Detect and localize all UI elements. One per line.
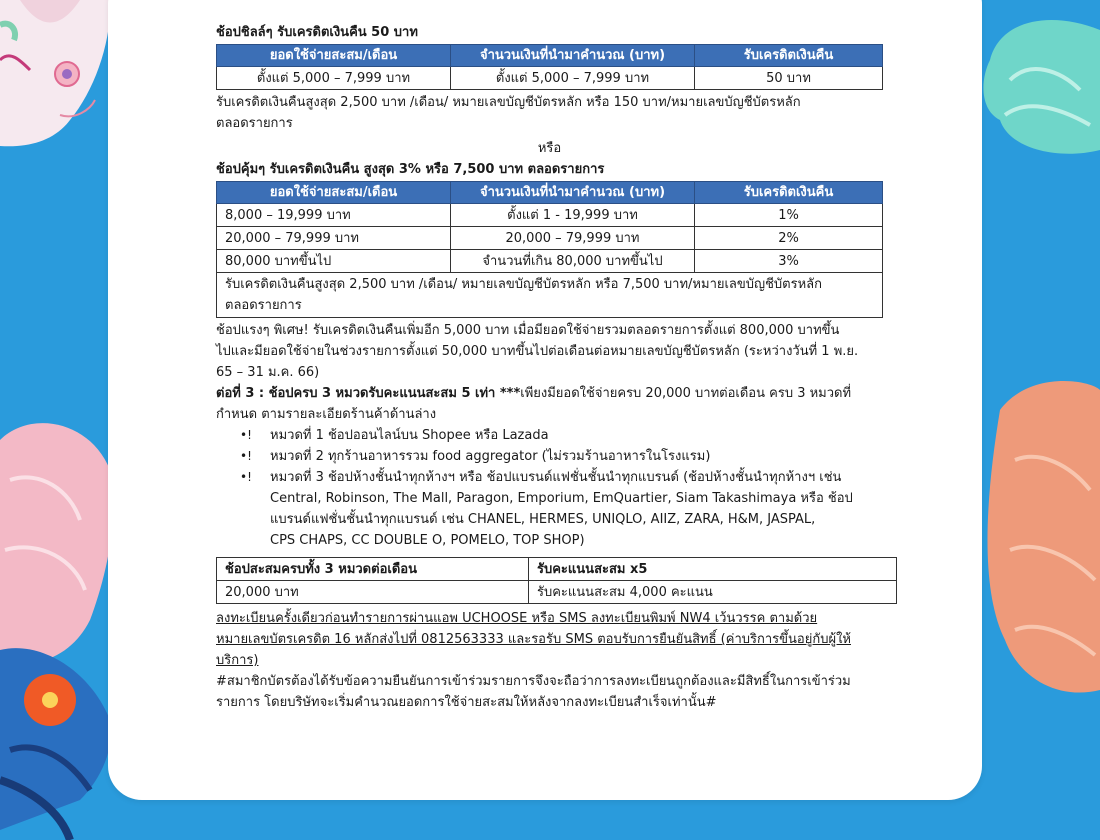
list-item: [240, 446, 896, 467]
table-header: จำนวนเงินที่นำมาคำนวณ (บาท): [451, 182, 695, 204]
section3-line: กำหนด ตามรายละเอียดร้านค้าด้านล่าง: [216, 407, 437, 422]
section1-note: รับเครดิตเงินคืนสูงสุด 2,500 บาท /เดือน/ หมายเลขบัญชีบัตรหลัก หรือ 150 บาท/หมายเลขบัญชีบัตรหลัก: [216, 95, 801, 110]
table-header: ยอดใช้จ่ายสะสม/เดือน: [217, 45, 451, 67]
table-header: รับเครดิตเงินคืน: [695, 45, 883, 67]
list-item: [240, 467, 896, 551]
category-list: [216, 425, 896, 551]
table-cell: รับคะแนนสะสม x5: [529, 558, 897, 581]
category-text: Central, Robinson, The Mall, Paragon, Emporium, EmQuartier, Siam Takashimaya หรือ ช้อป: [270, 491, 853, 506]
table-cell: 80,000 บาทขึ้นไป: [217, 250, 451, 273]
special-line: ช้อปแรงๆ พิเศษ! รับเครดิตเงินคืนเพิ่มอีก 5,000 บาท เมื่อมียอดใช้จ่ายรวมตลอดรายการตั้งแต่ 800,000 บาทขึ้น: [216, 323, 840, 338]
footer-note: #สมาชิกบัตรต้องได้รับข้อความยืนยันการเข้าร่วมรายการจึงจะถือว่าการลงทะเบียนถูกต้องและมีสิทธิ์ในการเข้าร่วม: [216, 674, 851, 689]
table-row: [217, 558, 897, 581]
points-table: [216, 557, 897, 604]
category-text: แบรนด์แฟชั่นชั้นนำทุกแบรนด์ เช่น CHANEL, HERMES, UNIQLO, AIIZ, ZARA, H&M, JASPAL,: [270, 512, 816, 527]
table-cell: 20,000 บาท: [217, 581, 529, 604]
table-cell: 1%: [695, 204, 883, 227]
section1-heading: ช้อปชิลล์ๆ รับเครดิตเงินคืน 50 บาท: [216, 25, 418, 40]
footer-note: รายการ โดยบริษัทจะเริ่มคำนวณยอดการใช้จ่ายสะสมให้หลังจากลงทะเบียนสำเร็จเท่านั้น#: [216, 695, 717, 710]
table-cell: รับคะแนนสะสม 4,000 คะแนน: [529, 581, 897, 604]
flower-illustration: [0, 640, 115, 840]
bullet-icon: •!: [240, 428, 252, 442]
register-line: ลงทะเบียนครั้งเดียวก่อนทำรายการผ่านแอพ UCHOOSE หรือ SMS ลงทะเบียนพิมพ์ NW4 เว้นวรรค ตามด้วย: [216, 611, 818, 626]
table-cell: 50 บาท: [695, 67, 883, 90]
table-cell: ตั้งแต่ 5,000 – 7,999 บาท: [217, 67, 451, 90]
section3-heading-bold: ต่อที่ 3 : ช้อปครบ 3 หมวดรับคะแนนสะสม 5 เท่า ***: [216, 386, 521, 401]
table-cell: จำนวนที่เกิน 80,000 บาทขึ้นไป: [451, 250, 695, 273]
table-row: [217, 581, 897, 604]
special-line: 65 – 31 ม.ค. 66): [216, 365, 320, 380]
table-note-cell: [217, 273, 883, 318]
section3-heading: [216, 383, 896, 404]
list-item: [240, 425, 896, 446]
table-row: [217, 273, 883, 318]
category-text: หมวดที่ 3 ช้อปห้างชั้นนำทุกห้างฯ หรือ ช้อปแบรนด์แฟชั่นชั้นนำทุกแบรนด์ (ช้อปห้างชั้นนำทุกห้างฯ เช่น: [270, 470, 842, 485]
bullet-icon: •!: [240, 470, 252, 484]
category-text: หมวดที่ 1 ช้อปออนไลน์บน Shopee หรือ Lazada: [270, 428, 549, 443]
register-line: บริการ): [216, 653, 259, 668]
table-cell: 20,000 – 79,999 บาท: [217, 227, 451, 250]
table-cell: 20,000 – 79,999 บาท: [451, 227, 695, 250]
table-cell: ตั้งแต่ 5,000 – 7,999 บาท: [451, 67, 695, 90]
orange-cloud-illustration: [980, 370, 1100, 700]
table-row: [217, 227, 883, 250]
bullet-icon: •!: [240, 449, 252, 463]
table-header: ยอดใช้จ่ายสะสม/เดือน: [217, 182, 451, 204]
special-line: ไปและมียอดใช้จ่ายในช่วงรายการตั้งแต่ 50,000 บาทขึ้นไปต่อเดือนต่อหมายเลขบัญชีบัตรหลัก (ระหว่างวันที่ 1 พ.ย.: [216, 344, 859, 359]
table-row: [217, 67, 883, 90]
teal-cloud-illustration: [980, 0, 1100, 160]
pink-cloud-illustration: [0, 410, 115, 670]
table-row: [217, 250, 883, 273]
table-cell: 8,000 – 19,999 บาท: [217, 204, 451, 227]
register-line: หมายเลขบัตรเครดิต 16 หลักส่งไปที่ 0812563333 และรอรับ SMS ตอบรับการยืนยันสิทธิ์ (ค่าบริการขึ้นอยู่กับผู้ให้: [216, 632, 851, 647]
table-header: จำนวนเงินที่นำมาคำนวณ (บาท): [451, 45, 695, 67]
section1-table: [216, 44, 883, 90]
table-cell: 3%: [695, 250, 883, 273]
category-text: CPS CHAPS, CC DOUBLE O, POMELO, TOP SHOP): [270, 533, 585, 548]
table-cell: ช้อปสะสมครบทั้ง 3 หมวดต่อเดือน: [217, 558, 529, 581]
section2-note-cont: ตลอดรายการ: [225, 298, 302, 313]
rabbit-illustration: [0, 0, 115, 150]
promotion-document: [216, 22, 896, 713]
table-cell: ตั้งแต่ 1 - 19,999 บาท: [451, 204, 695, 227]
section1-note-cont: ตลอดรายการ: [216, 116, 293, 131]
section2-table: [216, 181, 883, 318]
section3-heading-rest: เพียงมียอดใช้จ่ายครบ 20,000 บาทต่อเดือน ครบ 3 หมวดที่: [520, 386, 852, 401]
section2-heading: ช้อปคุ้มๆ รับเครดิตเงินคืน สูงสุด 3% หรือ 7,500 บาท ตลอดรายการ: [216, 162, 605, 177]
table-cell: 2%: [695, 227, 883, 250]
table-header: รับเครดิตเงินคืน: [695, 182, 883, 204]
section2-note: รับเครดิตเงินคืนสูงสุด 2,500 บาท /เดือน/ หมายเลขบัญชีบัตรหลัก หรือ 7,500 บาท/หมายเลขบัญชีบัตรหลัก: [225, 277, 823, 292]
or-divider: หรือ: [537, 141, 562, 156]
category-text: หมวดที่ 2 ทุกร้านอาหารรวม food aggregator (ไม่รวมร้านอาหารในโรงแรม): [270, 449, 711, 464]
table-row: [217, 204, 883, 227]
